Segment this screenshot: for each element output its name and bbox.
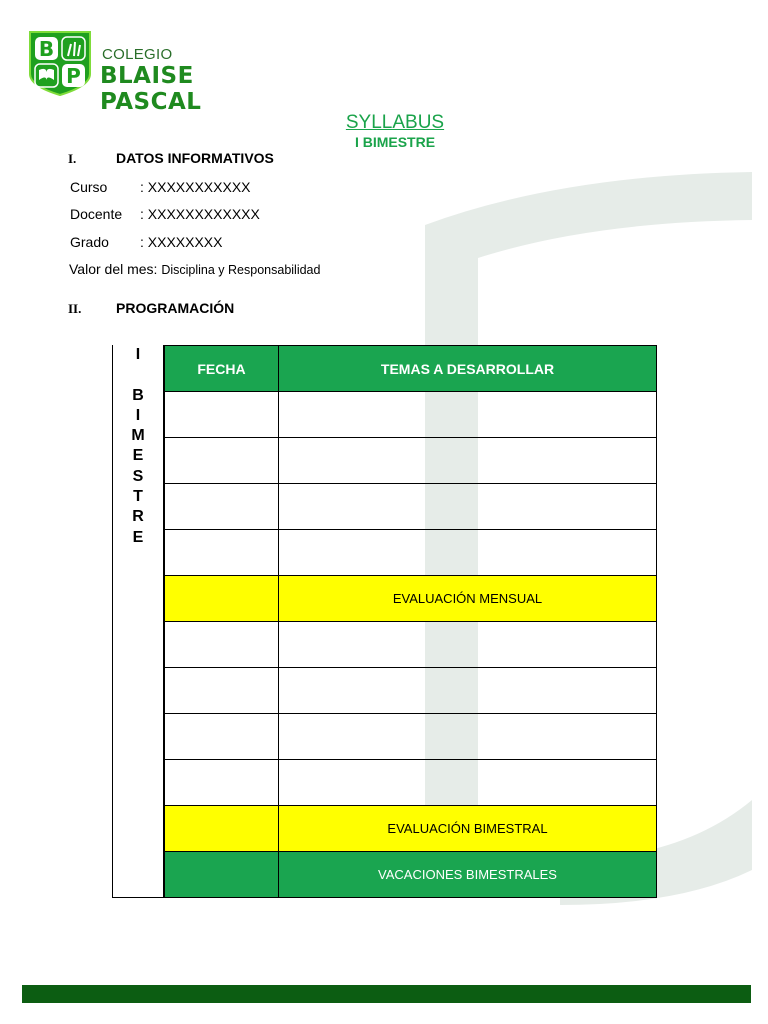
tema-cell: EVALUACIÓN BIMESTRAL	[279, 806, 657, 852]
section-title: PROGRAMACIÓN	[116, 300, 235, 316]
bimestre-letter	[113, 365, 163, 385]
tema-cell	[279, 392, 657, 438]
syllabus-title: SYLLABUS	[345, 112, 445, 133]
school-logo	[28, 30, 298, 115]
bimestre-letter: E	[132, 447, 144, 465]
field-label: Grado	[70, 234, 109, 250]
bimestre-letter: I	[135, 346, 141, 363]
fecha-cell	[165, 852, 279, 898]
bimestre-side-column	[112, 345, 165, 898]
table-row	[165, 852, 657, 898]
footer-bar	[22, 985, 751, 1003]
bimestre-subtitle: I BIMESTRE	[354, 134, 436, 150]
fecha-cell	[165, 714, 279, 760]
fecha-cell	[165, 530, 279, 576]
fecha-cell	[165, 760, 279, 806]
fecha-cell	[165, 484, 279, 530]
fecha-cell	[165, 668, 279, 714]
logo-letter-b: B	[38, 37, 55, 61]
tema-cell	[279, 438, 657, 484]
section-number: I.	[68, 151, 77, 166]
bimestre-letter: I	[135, 406, 141, 424]
field-value: : XXXXXXXX	[140, 234, 223, 250]
table-row	[165, 622, 657, 668]
table-row	[165, 760, 657, 806]
programacion-table	[164, 345, 657, 898]
section-datos-informativos	[68, 150, 274, 167]
tema-cell	[279, 714, 657, 760]
field-grado	[70, 234, 222, 250]
bimestre-letter: E	[132, 528, 144, 546]
section-title: DATOS INFORMATIVOS	[116, 150, 274, 166]
section-programacion	[68, 300, 234, 317]
field-value: : XXXXXXXXXXX	[140, 179, 251, 195]
header-temas: TEMAS A DESARROLLAR	[279, 346, 657, 392]
table-row	[165, 530, 657, 576]
table-row	[165, 668, 657, 714]
bimestre-letter: S	[132, 467, 144, 485]
fecha-cell	[165, 576, 279, 622]
bimestre-vertical-label	[113, 345, 163, 548]
logo-school-name: BLAISE PASCAL	[100, 63, 202, 115]
programacion-table-wrapper	[112, 345, 658, 899]
fecha-cell	[165, 806, 279, 852]
tema-cell	[279, 760, 657, 806]
tema-cell	[279, 622, 657, 668]
table-row	[165, 576, 657, 622]
table-row	[165, 714, 657, 760]
field-label: Curso	[70, 179, 108, 195]
field-label: Valor del mes:	[69, 261, 162, 277]
table-header-row	[165, 346, 657, 392]
tema-cell: VACACIONES BIMESTRALES	[279, 852, 657, 898]
tema-cell	[279, 668, 657, 714]
shield-emblem	[28, 30, 92, 96]
field-valor-del-mes	[69, 261, 320, 277]
field-label: Docente	[70, 206, 123, 222]
table-row	[165, 484, 657, 530]
table-row	[165, 806, 657, 852]
fecha-cell	[165, 392, 279, 438]
section-number: II.	[68, 301, 82, 316]
tema-cell: EVALUACIÓN MENSUAL	[279, 576, 657, 622]
field-value: : XXXXXXXXXXXX	[140, 206, 260, 222]
bimestre-letter: B	[132, 386, 144, 404]
fecha-cell	[165, 438, 279, 484]
logo-colegio-text: COLEGIO	[102, 46, 173, 63]
tema-cell	[279, 530, 657, 576]
bimestre-letter: R	[132, 508, 144, 526]
bimestre-letter: M	[131, 427, 145, 445]
field-value: Disciplina y Responsabilidad	[161, 263, 321, 277]
table-row	[165, 438, 657, 484]
bimestre-letter: T	[133, 488, 143, 506]
header-fecha: FECHA	[165, 346, 279, 392]
fecha-cell	[165, 622, 279, 668]
table-row	[165, 392, 657, 438]
tema-cell	[279, 484, 657, 530]
field-curso	[70, 179, 251, 195]
logo-letter-p: P	[66, 64, 81, 88]
field-docente	[70, 206, 260, 222]
